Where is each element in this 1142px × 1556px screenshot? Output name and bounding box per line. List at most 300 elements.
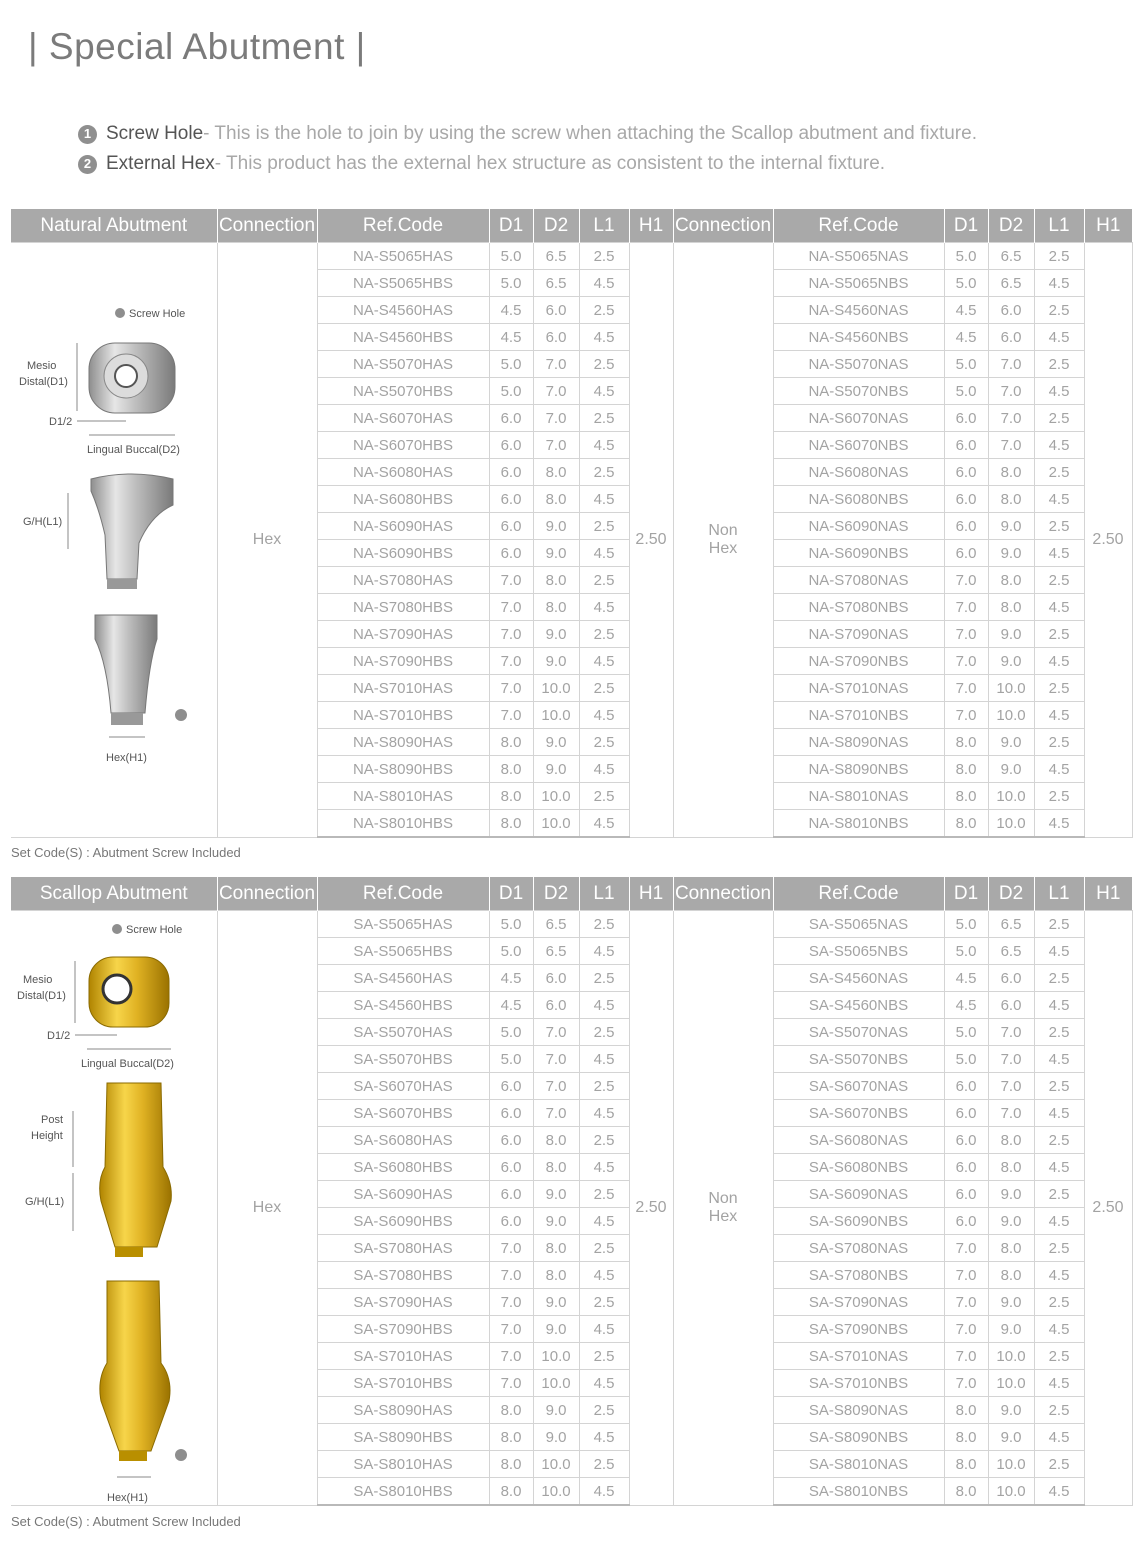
l1-cell: 2.5 xyxy=(1034,621,1084,648)
d1-cell: 7.0 xyxy=(944,648,988,675)
d1-cell: 7.0 xyxy=(944,702,988,729)
d2-cell: 7.0 xyxy=(988,1073,1034,1100)
l1-cell: 2.5 xyxy=(579,243,629,270)
ref-code-cell: SA-S7080HBS xyxy=(317,1262,489,1289)
scallop-abutment-illustration xyxy=(11,911,217,1505)
label-mesio: Mesio xyxy=(23,974,53,986)
d1-cell: 7.0 xyxy=(944,1262,988,1289)
d2-cell: 9.0 xyxy=(988,1397,1034,1424)
d2-cell: 8.0 xyxy=(533,1235,579,1262)
l1-cell: 2.5 xyxy=(579,965,629,992)
d2-cell: 6.5 xyxy=(533,938,579,965)
column-header: Ref.Code xyxy=(317,877,489,911)
d2-cell: 10.0 xyxy=(988,783,1034,810)
l1-cell: 4.5 xyxy=(1034,432,1084,459)
d1-cell: 6.0 xyxy=(944,1073,988,1100)
d2-cell: 9.0 xyxy=(533,1397,579,1424)
abutment-front-view xyxy=(100,1281,170,1451)
l1-cell: 2.5 xyxy=(579,297,629,324)
ref-code-cell: NA-S4560HAS xyxy=(317,297,489,324)
l1-cell: 4.5 xyxy=(579,270,629,297)
d2-cell: 9.0 xyxy=(533,1424,579,1451)
ref-code-cell: SA-S4560NAS xyxy=(773,965,944,992)
d2-cell: 9.0 xyxy=(988,756,1034,783)
ref-code-cell: SA-S7090HAS xyxy=(317,1289,489,1316)
d1-cell: 7.0 xyxy=(489,1316,533,1343)
d2-cell: 9.0 xyxy=(533,1316,579,1343)
d1-cell: 7.0 xyxy=(489,1235,533,1262)
d1-cell: 7.0 xyxy=(489,648,533,675)
d1-cell: 7.0 xyxy=(944,1235,988,1262)
d2-cell: 6.5 xyxy=(988,911,1034,938)
l1-cell: 4.5 xyxy=(1034,1370,1084,1397)
column-header: H1 xyxy=(629,209,673,243)
screw-hole-dot-icon xyxy=(115,308,125,318)
d1-cell: 6.0 xyxy=(944,486,988,513)
h1-cell: 2.50 xyxy=(629,243,673,838)
ref-code-cell: SA-S5070NBS xyxy=(773,1046,944,1073)
l1-cell: 2.5 xyxy=(1034,783,1084,810)
d1-cell: 7.0 xyxy=(944,1370,988,1397)
ref-code-cell: SA-S7080NBS xyxy=(773,1262,944,1289)
d1-cell: 6.0 xyxy=(944,1154,988,1181)
l1-cell: 4.5 xyxy=(579,378,629,405)
ref-code-cell: SA-S6090HAS xyxy=(317,1181,489,1208)
ref-code-cell: SA-S4560HAS xyxy=(317,965,489,992)
d2-cell: 10.0 xyxy=(533,1343,579,1370)
d1-cell: 6.0 xyxy=(489,459,533,486)
note-term: Screw Hole xyxy=(106,123,204,144)
ref-code-cell: NA-S4560HBS xyxy=(317,324,489,351)
d2-cell: 7.0 xyxy=(533,432,579,459)
d1-cell: 4.5 xyxy=(944,965,988,992)
ref-code-cell: NA-S7090HAS xyxy=(317,621,489,648)
l1-cell: 4.5 xyxy=(579,810,629,838)
ref-code-cell: NA-S6070NAS xyxy=(773,405,944,432)
l1-cell: 4.5 xyxy=(1034,1316,1084,1343)
ref-code-cell: SA-S6080NBS xyxy=(773,1154,944,1181)
d1-cell: 8.0 xyxy=(944,1478,988,1506)
ref-code-cell: NA-S6080HBS xyxy=(317,486,489,513)
d2-cell: 9.0 xyxy=(988,1181,1034,1208)
l1-cell: 4.5 xyxy=(1034,540,1084,567)
d2-cell: 10.0 xyxy=(533,702,579,729)
column-header: Ref.Code xyxy=(317,209,489,243)
connection-line: Hex xyxy=(708,539,738,557)
ref-code-cell: NA-S4560NAS xyxy=(773,297,944,324)
d1-cell: 5.0 xyxy=(944,270,988,297)
d2-cell: 9.0 xyxy=(988,513,1034,540)
d2-cell: 8.0 xyxy=(988,567,1034,594)
column-header: D2 xyxy=(533,209,579,243)
column-header: H1 xyxy=(1084,877,1132,911)
d1-cell: 6.0 xyxy=(944,1127,988,1154)
column-header: D2 xyxy=(988,209,1034,243)
label-distal: Distal(D1) xyxy=(19,376,68,388)
d2-cell: 10.0 xyxy=(988,1370,1034,1397)
d2-cell: 9.0 xyxy=(988,1316,1034,1343)
ref-code-cell: SA-S6090HBS xyxy=(317,1208,489,1235)
label-distal: Distal(D1) xyxy=(17,990,66,1002)
l1-cell: 2.5 xyxy=(1034,513,1084,540)
connection-line: Non xyxy=(708,1189,738,1207)
d2-cell: 6.0 xyxy=(533,324,579,351)
ref-code-cell: NA-S8090NAS xyxy=(773,729,944,756)
column-header: Connection xyxy=(217,209,317,243)
d2-cell: 8.0 xyxy=(988,459,1034,486)
ref-code-cell: NA-S5070NAS xyxy=(773,351,944,378)
ref-code-cell: NA-S8090HAS xyxy=(317,729,489,756)
ref-code-cell: NA-S7010NBS xyxy=(773,702,944,729)
d2-cell: 9.0 xyxy=(988,729,1034,756)
d1-cell: 5.0 xyxy=(944,1046,988,1073)
natural-abutment-table xyxy=(11,209,1133,838)
d2-cell: 8.0 xyxy=(533,594,579,621)
l1-cell: 4.5 xyxy=(1034,938,1084,965)
l1-cell: 2.5 xyxy=(579,783,629,810)
d2-cell: 9.0 xyxy=(988,1208,1034,1235)
d2-cell: 7.0 xyxy=(988,378,1034,405)
d1-cell: 6.0 xyxy=(489,513,533,540)
connection-line: Non xyxy=(708,521,738,539)
l1-cell: 2.5 xyxy=(1034,729,1084,756)
ref-code-cell: SA-S7010HAS xyxy=(317,1343,489,1370)
ref-code-cell: NA-S7010HBS xyxy=(317,702,489,729)
l1-cell: 4.5 xyxy=(579,992,629,1019)
d2-cell: 9.0 xyxy=(533,729,579,756)
ref-code-cell: NA-S7080HBS xyxy=(317,594,489,621)
ref-code-cell: SA-S8010HAS xyxy=(317,1451,489,1478)
d1-cell: 8.0 xyxy=(489,1451,533,1478)
d2-cell: 7.0 xyxy=(533,1046,579,1073)
table-row xyxy=(11,243,1132,270)
label-lingual-buccal: Lingual Buccal(D2) xyxy=(81,1058,174,1070)
d1-cell: 8.0 xyxy=(944,1397,988,1424)
l1-cell: 4.5 xyxy=(1034,1424,1084,1451)
d1-cell: 8.0 xyxy=(944,810,988,838)
ref-code-cell: NA-S7010NAS xyxy=(773,675,944,702)
screw-hole-dot-icon xyxy=(112,924,122,934)
d2-cell: 6.5 xyxy=(988,270,1034,297)
d2-cell: 7.0 xyxy=(988,1100,1034,1127)
ref-code-cell: SA-S6070NBS xyxy=(773,1100,944,1127)
d1-cell: 8.0 xyxy=(944,1424,988,1451)
l1-cell: 4.5 xyxy=(579,1370,629,1397)
d1-cell: 4.5 xyxy=(944,297,988,324)
label-mesio: Mesio xyxy=(27,360,57,372)
d2-cell: 9.0 xyxy=(533,1181,579,1208)
abutment-side-view xyxy=(91,474,173,579)
column-header: D1 xyxy=(944,877,988,911)
l1-cell: 2.5 xyxy=(579,351,629,378)
d1-cell: 5.0 xyxy=(489,243,533,270)
d2-cell: 10.0 xyxy=(533,675,579,702)
ref-code-cell: NA-S7080NBS xyxy=(773,594,944,621)
l1-cell: 4.5 xyxy=(579,594,629,621)
l1-cell: 4.5 xyxy=(1034,702,1084,729)
ref-code-cell: SA-S5070HBS xyxy=(317,1046,489,1073)
l1-cell: 4.5 xyxy=(579,486,629,513)
l1-cell: 2.5 xyxy=(1034,1127,1084,1154)
d2-cell: 9.0 xyxy=(533,1289,579,1316)
column-header: Connection xyxy=(673,877,773,911)
label-post: Post xyxy=(41,1114,64,1126)
d1-cell: 6.0 xyxy=(489,486,533,513)
d1-cell: 5.0 xyxy=(489,1046,533,1073)
illustration-cell xyxy=(11,911,217,1506)
d1-cell: 4.5 xyxy=(489,965,533,992)
column-header: D2 xyxy=(533,877,579,911)
d1-cell: 8.0 xyxy=(489,1397,533,1424)
d2-cell: 8.0 xyxy=(533,567,579,594)
ref-code-cell: NA-S7080HAS xyxy=(317,567,489,594)
ref-code-cell: SA-S7080HAS xyxy=(317,1235,489,1262)
ref-code-cell: NA-S7090NBS xyxy=(773,648,944,675)
ref-code-cell: SA-S5070NAS xyxy=(773,1019,944,1046)
ref-code-cell: NA-S6070NBS xyxy=(773,432,944,459)
d2-cell: 6.5 xyxy=(533,243,579,270)
l1-cell: 4.5 xyxy=(579,702,629,729)
feature-notes xyxy=(78,119,977,179)
d1-cell: 6.0 xyxy=(944,432,988,459)
d2-cell: 6.5 xyxy=(533,270,579,297)
d2-cell: 6.0 xyxy=(533,992,579,1019)
ref-code-cell: SA-S6090NAS xyxy=(773,1181,944,1208)
l1-cell: 2.5 xyxy=(579,1073,629,1100)
ref-code-cell: NA-S8010NBS xyxy=(773,810,944,838)
d2-cell: 8.0 xyxy=(988,486,1034,513)
connection-cell: Hex xyxy=(217,243,317,838)
h1-cell: 2.50 xyxy=(1084,911,1132,1506)
l1-cell: 2.5 xyxy=(579,567,629,594)
d1-cell: 7.0 xyxy=(944,675,988,702)
d1-cell: 5.0 xyxy=(944,1019,988,1046)
ref-code-cell: SA-S8010NAS xyxy=(773,1451,944,1478)
d2-cell: 7.0 xyxy=(533,378,579,405)
d1-cell: 4.5 xyxy=(944,324,988,351)
d2-cell: 10.0 xyxy=(533,783,579,810)
ref-code-cell: NA-S5065HBS xyxy=(317,270,489,297)
d1-cell: 7.0 xyxy=(489,1370,533,1397)
d2-cell: 10.0 xyxy=(533,810,579,838)
l1-cell: 2.5 xyxy=(579,729,629,756)
ref-code-cell: SA-S7010NBS xyxy=(773,1370,944,1397)
d2-cell: 7.0 xyxy=(988,351,1034,378)
d1-cell: 6.0 xyxy=(944,405,988,432)
l1-cell: 2.5 xyxy=(1034,965,1084,992)
ref-code-cell: SA-S5070HAS xyxy=(317,1019,489,1046)
l1-cell: 4.5 xyxy=(1034,594,1084,621)
ref-code-cell: SA-S4560HBS xyxy=(317,992,489,1019)
d2-cell: 6.0 xyxy=(533,297,579,324)
d2-cell: 9.0 xyxy=(988,621,1034,648)
d2-cell: 8.0 xyxy=(988,594,1034,621)
note-screw-hole xyxy=(78,119,977,149)
d2-cell: 9.0 xyxy=(988,540,1034,567)
ref-code-cell: NA-S5065NBS xyxy=(773,270,944,297)
l1-cell: 4.5 xyxy=(1034,648,1084,675)
l1-cell: 2.5 xyxy=(1034,1343,1084,1370)
l1-cell: 2.5 xyxy=(579,1019,629,1046)
set-code-note: Set Code(S) : Abutment Screw Included xyxy=(11,1514,241,1529)
number-badge-2: 2 xyxy=(78,155,97,174)
d1-cell: 5.0 xyxy=(944,243,988,270)
column-header: D2 xyxy=(988,877,1034,911)
label-gh: G/H(L1) xyxy=(25,1196,65,1208)
note-description: - This product has the external hex structure as consistent to the internal fixture. xyxy=(214,153,886,174)
ref-code-cell: SA-S8010HBS xyxy=(317,1478,489,1506)
l1-cell: 2.5 xyxy=(579,675,629,702)
d2-cell: 10.0 xyxy=(988,1343,1034,1370)
d2-cell: 7.0 xyxy=(988,432,1034,459)
label-screw-hole: Screw Hole xyxy=(126,924,183,936)
d1-cell: 7.0 xyxy=(489,1262,533,1289)
l1-cell: 2.5 xyxy=(1034,1289,1084,1316)
l1-cell: 4.5 xyxy=(579,756,629,783)
ref-code-cell: SA-S6070HBS xyxy=(317,1100,489,1127)
d1-cell: 7.0 xyxy=(489,621,533,648)
l1-cell: 2.5 xyxy=(1034,1451,1084,1478)
column-header: Connection xyxy=(217,877,317,911)
d1-cell: 4.5 xyxy=(944,992,988,1019)
l1-cell: 4.5 xyxy=(579,1262,629,1289)
d1-cell: 8.0 xyxy=(944,756,988,783)
column-header: D1 xyxy=(489,209,533,243)
d1-cell: 7.0 xyxy=(944,621,988,648)
l1-cell: 2.5 xyxy=(579,459,629,486)
d1-cell: 8.0 xyxy=(944,783,988,810)
connection-cell xyxy=(673,911,773,1506)
label-gh: G/H(L1) xyxy=(23,516,63,528)
d2-cell: 10.0 xyxy=(988,1451,1034,1478)
l1-cell: 4.5 xyxy=(579,432,629,459)
d2-cell: 10.0 xyxy=(988,810,1034,838)
d1-cell: 8.0 xyxy=(489,783,533,810)
connection-cell xyxy=(673,243,773,838)
column-header: D1 xyxy=(489,877,533,911)
d1-cell: 5.0 xyxy=(489,270,533,297)
d2-cell: 10.0 xyxy=(988,702,1034,729)
l1-cell: 4.5 xyxy=(579,1154,629,1181)
ref-code-cell: NA-S6080NAS xyxy=(773,459,944,486)
d1-cell: 7.0 xyxy=(944,1316,988,1343)
d1-cell: 5.0 xyxy=(489,911,533,938)
ref-code-cell: SA-S7090NAS xyxy=(773,1289,944,1316)
d1-cell: 5.0 xyxy=(489,938,533,965)
table-header-row xyxy=(11,209,1132,243)
column-header: H1 xyxy=(1084,209,1132,243)
ref-code-cell: SA-S7090NBS xyxy=(773,1316,944,1343)
label-d1-half: D1/2 xyxy=(49,416,73,428)
d1-cell: 5.0 xyxy=(489,1019,533,1046)
l1-cell: 4.5 xyxy=(1034,1262,1084,1289)
l1-cell: 2.5 xyxy=(579,1289,629,1316)
l1-cell: 4.5 xyxy=(1034,1100,1084,1127)
column-header: D1 xyxy=(944,209,988,243)
d1-cell: 8.0 xyxy=(944,729,988,756)
d2-cell: 7.0 xyxy=(533,405,579,432)
d2-cell: 8.0 xyxy=(988,1262,1034,1289)
d2-cell: 10.0 xyxy=(533,1478,579,1506)
external-hex-dot-icon xyxy=(175,709,187,721)
d2-cell: 9.0 xyxy=(533,513,579,540)
l1-cell: 2.5 xyxy=(1034,1397,1084,1424)
ref-code-cell: SA-S7010HBS xyxy=(317,1370,489,1397)
d2-cell: 8.0 xyxy=(533,1154,579,1181)
column-header: L1 xyxy=(579,877,629,911)
ref-code-cell: NA-S6090HBS xyxy=(317,540,489,567)
d2-cell: 8.0 xyxy=(988,1235,1034,1262)
column-header: L1 xyxy=(579,209,629,243)
label-screw-hole: Screw Hole xyxy=(129,308,186,320)
d1-cell: 8.0 xyxy=(944,1451,988,1478)
d1-cell: 5.0 xyxy=(944,938,988,965)
scallop-abutment-table xyxy=(11,877,1133,1506)
d1-cell: 7.0 xyxy=(944,1343,988,1370)
d2-cell: 10.0 xyxy=(988,1478,1034,1506)
d2-cell: 6.0 xyxy=(988,297,1034,324)
d1-cell: 7.0 xyxy=(944,567,988,594)
l1-cell: 4.5 xyxy=(579,1046,629,1073)
ref-code-cell: NA-S6090NAS xyxy=(773,513,944,540)
table-header-row xyxy=(11,877,1132,911)
l1-cell: 2.5 xyxy=(1034,1019,1084,1046)
d2-cell: 6.5 xyxy=(988,938,1034,965)
l1-cell: 2.5 xyxy=(579,1127,629,1154)
l1-cell: 2.5 xyxy=(579,1343,629,1370)
column-header: Natural Abutment xyxy=(11,209,217,243)
d1-cell: 4.5 xyxy=(489,324,533,351)
l1-cell: 4.5 xyxy=(579,648,629,675)
abutment-side-view xyxy=(100,1083,172,1247)
d1-cell: 8.0 xyxy=(489,1478,533,1506)
ref-code-cell: NA-S6090NBS xyxy=(773,540,944,567)
d1-cell: 6.0 xyxy=(944,459,988,486)
d2-cell: 8.0 xyxy=(533,459,579,486)
d2-cell: 9.0 xyxy=(533,540,579,567)
number-badge-1: 1 xyxy=(78,125,97,144)
ref-code-cell: NA-S7090NAS xyxy=(773,621,944,648)
d1-cell: 6.0 xyxy=(489,1154,533,1181)
d2-cell: 8.0 xyxy=(533,1127,579,1154)
d1-cell: 7.0 xyxy=(944,594,988,621)
ref-code-cell: SA-S5065NAS xyxy=(773,911,944,938)
h1-cell: 2.50 xyxy=(1084,243,1132,838)
connection-line: Hex xyxy=(708,1207,738,1225)
ref-code-cell: NA-S4560NBS xyxy=(773,324,944,351)
ref-code-cell: NA-S5065HAS xyxy=(317,243,489,270)
d2-cell: 7.0 xyxy=(533,1073,579,1100)
ref-code-cell: NA-S7010HAS xyxy=(317,675,489,702)
ref-code-cell: SA-S7090HBS xyxy=(317,1316,489,1343)
l1-cell: 2.5 xyxy=(1034,459,1084,486)
d2-cell: 6.0 xyxy=(533,965,579,992)
d2-cell: 7.0 xyxy=(988,405,1034,432)
l1-cell: 4.5 xyxy=(1034,1208,1084,1235)
ref-code-cell: NA-S6070HAS xyxy=(317,405,489,432)
h1-cell: 2.50 xyxy=(629,911,673,1506)
connection-cell: Hex xyxy=(217,911,317,1506)
d1-cell: 5.0 xyxy=(489,378,533,405)
d1-cell: 8.0 xyxy=(489,810,533,838)
external-hex-dot-icon xyxy=(175,1449,187,1461)
ref-code-cell: NA-S8090HBS xyxy=(317,756,489,783)
l1-cell: 4.5 xyxy=(1034,1154,1084,1181)
d1-cell: 7.0 xyxy=(944,1289,988,1316)
d2-cell: 9.0 xyxy=(988,1289,1034,1316)
column-header: H1 xyxy=(629,877,673,911)
column-header: Ref.Code xyxy=(773,877,944,911)
